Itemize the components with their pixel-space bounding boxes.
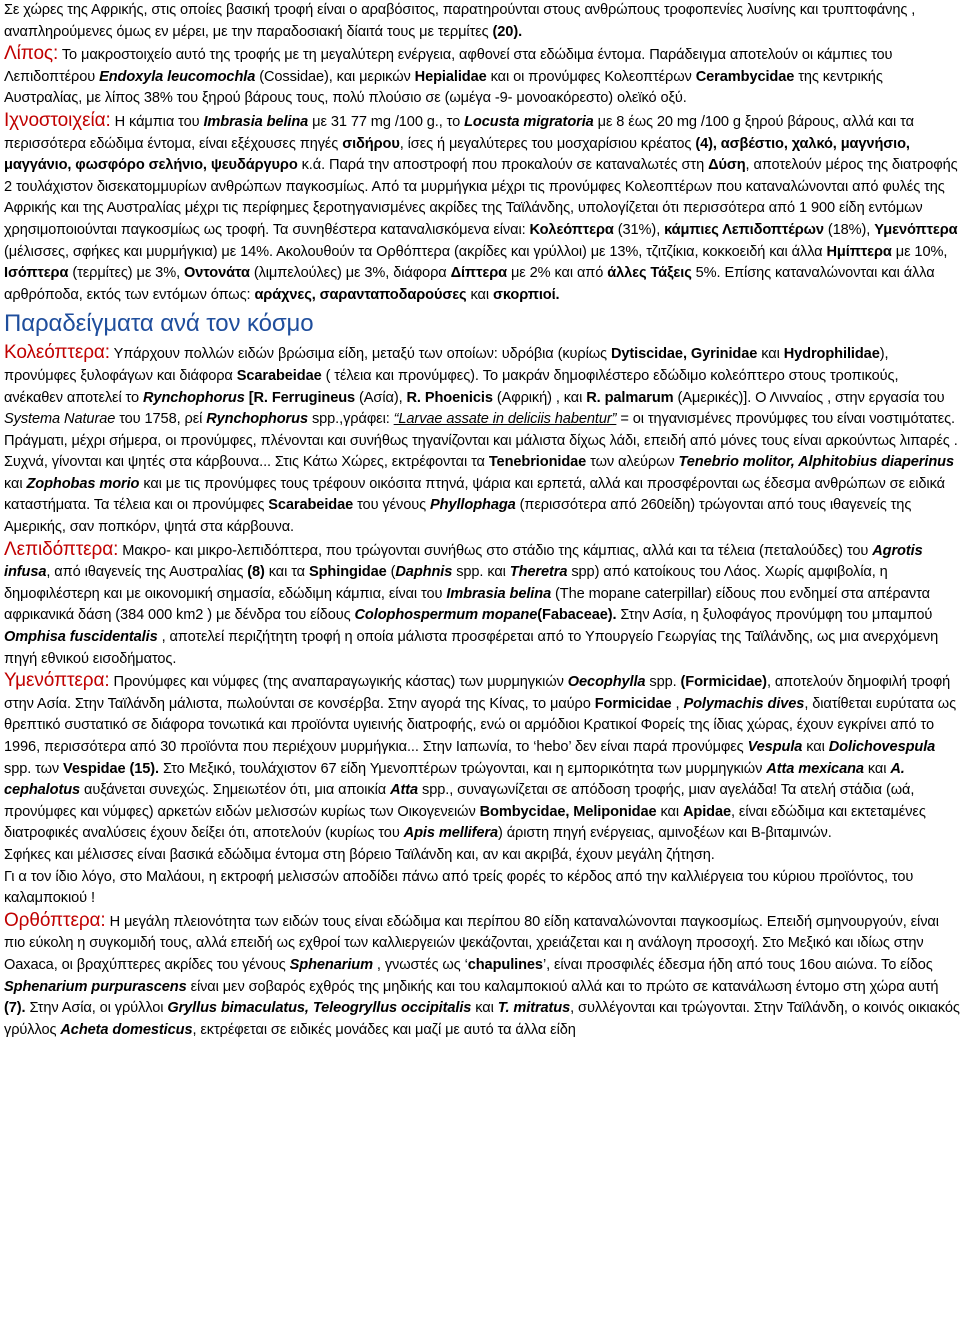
hymenoptera-paragraph-2: Σφήκες και μέλισσες είναι βασικά εδώδιμα έντομα στη βόρειο Ταϊλάνδη και, αν και ακριβά, έχουν μεγάλη ζήτηση. <box>4 846 715 863</box>
hymenoptera-paragraph: Υμενόπτερα: Προνύμφες και νύμφες (της αναπαραγωγικής κάστας) των μυρμηγκιών Oecophylla spp. (Formicidae), αποτελούν δημοφιλή τροφή στην Ασία. Στην Ταϊλάνδη μάλιστα, πωλούνται σε κονσέρβα. Στην αγορά της Κίνας, το μαύρο Formicidae , Polymachis dives, διατίθεται ευρύτατα ως θρεπτικό συστατικό σε διάφορα τονωτικά και προϊόντα υγιεινής διατροφής, ενώ οι αρμόδιοι Κρατικοί Φορείς της ίδιας χώρας, έχουν εγκρίνει από το 1996, περισσότερα από 30 προϊόντα που περιέχουν μυρμήγκια... Στην Ιαπωνία, το ‘hebo’ δεν είναι παρά προνύμφες Vespula και Dolichovespula spp. των Vespidae (15). Στο Μεξικό, τουλάχιστον 67 είδη Υμενοπτέρων τρώγονται, και η εμπορικότητα των μυρμηγκιών Atta mexicana και A. cephalotus αυξάνεται συνεχώς. Σημειωτέον ότι, μια αποικία Atta spp., συναγωνίζεται σε απόδοση τροφής, μιαν αγελάδα! Τα ατελή στάδια (ωά, προνύμφες και νύμφες) αρκετών ειδών μελισσών κυρίως των Οικογενειών Bombycidae, Meliponidae και Apidae, είναι εδώδιμα και εκτεταμένες διατροφικές αναλύσεις έχουν δείξει ότι, αποτελούν (κυρίως του Apis mellifera) άριστη πηγή ενέργειας, αμινοξέων και Β-βιταμινών. <box>4 670 957 842</box>
lepidoptera-paragraph: Λεπιδόπτερα: Μακρο- και μικρο-λεπιδόπτερα, που τρώγονται συνήθως στο στάδιο της κάμπιας, αλλά και τα τέλεια (πεταλούδες) του Agrotis infusa, από ιθαγενείς της Αυστραλίας (8) και τα Sphingidae (Daphnis spp. και Theretra spp) από κατοίκους του Λάος. Χωρίς αμφιβολία, η δημοφιλέστερη και με οικονομική σημασία, εδώδιμη κάμπια, είναι του Imbrasia belina (The mopane caterpillar) είδους που ενδημεί στα απέραντα αφρικανικά δάση (384 000 km2 ) με δένδρα του είδους Colophospermum mopane(Fabaceae). Στην Ασία, η ξυλοφάγος προνύμφη του μπαμπού Omphisa fuscidentalis , αποτελεί περιζήτητη τροφή η οποία μάλιστα προσφέρεται από το Υπουργείο Γεωργίας της Ταϊλάνδης, ως μια ανερχόμενη πηγή εθνικού εισοδήματος. <box>4 538 939 667</box>
citation: (20). <box>492 23 523 40</box>
coleoptera-paragraph: Κολεόπτερα: Υπάρχουν πολλών ειδών βρώσιμα είδη, μεταξύ των οποίων: υδρόβια (κυρίως Dytiscidae, Gyrinidae και Hydrophilidae), προνύμφες ξυλοφάγων και διάφορα Scarabeidae ( τέλεια και προνύμφες). Το μακράν δημοφιλέστερο εδώδιμο κολεόπτερο στους τροπικούς, ανέκαθεν αποτελεί το Rynchophorus [R. Ferrugineus (Ασία), R. Phoenicis (Αφρική) , και R. palmarum (Αμερικές)]. Ο Λινναίος , στην εργασία του Systema Naturae του 1758, ρεί Rynchophorus spp.,γράφει: “Larvae assate in deliciis habentur” = οι τηγανισμένες προνύμφες του είναι νοστιμότατες. Πράγματι, μέχρι σήμερα, οι προνύμφες, πλένονται και συνήθως τηγανίζονται και μάλιστα δίχως λάδι, επειδή από μόνες τους είναι αρκούντως λιπαρές . Συχνά, γίνονται και ψητές στα κάρβουνα... Στις Κάτω Χώρες, εκτρέφονται τα Tenebrionidae των αλεύρων Tenebrio molitor, Alphitobius diaperinus και Zophobas morio και με τις προνύμφες τους τρέφουν οικόσιτα πτηνά, ψάρια και ερπετά, αλλά και προσφέρονται ως έδεσμα ανθρώπων σε ειδικά καταστήματα. Τα τέλεια και οι προνύμφες Scarabeidae του γένους Phyllophaga (περισσότερα από 260είδη) τρώγονται από τους ιθαγενείς της Αμερικής, σαν ποπκόρν, ψητά στα κάρβουνα. <box>4 342 958 536</box>
fat-paragraph: Λίπος: Το μακροστοιχείο αυτό της τροφής με τη μεγαλύτερη ενέργεια, αφθονεί στα εδώδιμα έντομα. Παράδειγμα αποτελούν οι κάμπιες του Λεπιδοπτέρου Endoxyla leucomochla (Cossidae), και μερικών Hepialidae και οι προνύμφες Κολεοπτέρων Cerambycidae της κεντρικής Αυστραλίας, με λίπος 38% του ξηρού βάρους τους, πολύ πλούσιο σε (ωμέγα -9- μονοακόρεστο) ολεϊκό οξύ. <box>4 43 893 107</box>
orthoptera-label: Ορθόπτερα: <box>4 909 106 931</box>
trace-elements-label: Ιχνοστοιχεία: <box>4 109 111 131</box>
orthoptera-paragraph: Ορθόπτερα: Η μεγάλη πλειονότητα των ειδών τους είναι εδώδιμα και περίπου 80 είδη καταναλώνονται παγκοσμίως. Επειδή σμηνουργούν, είναι πιο εύκολη η συγκομιδή τους, αλλά επειδή ως εχθροί των καλλιεργειών ψεκάζονται, χρειάζεται και η ανάλογη προσοχή. Στο Μεξικό και ιδίως στην Oaxaca, οι βραχύπτερες ακρίδες του γένους Sphenarium , γνωστές ως ‘chapulines’, είναι προσφιλές έδεσμα ήδη από τους 16ου αιώνα. Το είδος Sphenarium purpurascens είναι μεν σοβαρός εχθρός της μηδικής και του καλαμποκιού αλλά και το πρώτο σε κατανάλωση έντομο στη χώρα αυτή (7). Στην Ασία, οι γρύλλοι Gryllus bimaculatus, Teleogryllus occipitalis και T. mitratus, συλλέγονται και τρώγονται. Στην Ταϊλάνδη, ο κοινός οικιακός γρύλλος Acheta domesticus, εκτρέφεται σε ειδικές μονάδες και μαζί με αυτό τα άλλα είδη <box>4 909 960 1038</box>
hymenoptera-label: Υμενόπτερα: <box>4 670 110 692</box>
trace-elements-paragraph: Ιχνοστοιχεία: Η κάμπια του Imbrasia belina με 31 77 mg /100 g., το Locusta migratoria με 8 έως 20 mg /100 g ξηρού βάρους, αλλά και τα περισσότερα εδώδιμα έντομα, είναι εξέχουσες πηγές σιδήρου, ίσες ή μεγαλύτερες του μοσχαρίσιου κρέατος (4), ασβέστιο, χαλκό, μαγνήσιο, μαγγάνιο, φωσφόρο σελήνιο, ψευδάργυρο κ.ά. Παρά την αποστροφή που προκαλούν σε καταναλωτές στη Δύση, αποτελούν μέρος της διατροφής 2 τουλάχιστον δισεκατομμυρίων ανθρώπων παγκοσμίως. Από τα μυρμήγκια μέχρι τις προνύμφες Κολεοπτέρων που καταναλώνονται από φυλές της Αφρικής και της Αυστραλίας μέχρι τις περίφημες ξεροτηγανισμένες ακρίδες της Ταϊλάνδης, υπολογίζεται ότι περισσότερα από 1 900 είδη εντόμων χρησιμοποιούνται παγκοσμίως ως τροφή. Τα συνηθέστερα καταναλισκόμενα είναι: Κολεόπτερα (31%), κάμπιες Λεπιδοπτέρων (18%), Υμενόπτερα (μέλισσες, σφήκες και μυρμήγκια) με 14%. Ακολουθούν τα Ορθόπτερα (ακρίδες και γρύλλοι) με 13%, τζιτζίκια, κοκκοειδή και άλλα Ημίπτερα με 10%, Ισόπτερα (τερμίτες) με 3%, Οντονάτα (λιμπελούλες) με 3%, διάφορα Δίπτερα με 2% και από άλλες Τάξεις 5%. Επίσης καταναλώνονται και άλλα αρθρόποδα, εκτός των εντόμων όπως: αράχνες, σαρανταποδαρούσες και σκορπιοί. <box>4 109 958 303</box>
fat-label: Λίπος: <box>4 43 59 65</box>
intro-paragraph <box>4 0 960 43</box>
hymenoptera-paragraph-3: Γι α τον ίδιο λόγο, στο Μαλάουι, η εκτροφή μελισσών αποδίδει πάνω από τρείς φορές το κέρδος από την καλλιέργεια του κύριου προϊόντος, του καλαμποκιού ! <box>4 868 914 907</box>
section-heading: Παραδείγματα ανά τον κόσμο <box>4 310 314 338</box>
coleoptera-label: Κολεόπτερα: <box>4 342 110 364</box>
intro-text: Σε χώρες της Αφρικής, στις οποίες βασική τροφή είναι ο αραβόσιτος, παρατηρούνται στους ανθρώπους τροφοπενίες λυσίνης και τρυπτοφάνης , αναπληρούμενες όμως εν μέρει, με την παραδοσιακή δίαιτά τους με τερμίτες <box>4 2 916 40</box>
lepidoptera-label: Λεπιδόπτερα: <box>4 538 119 560</box>
